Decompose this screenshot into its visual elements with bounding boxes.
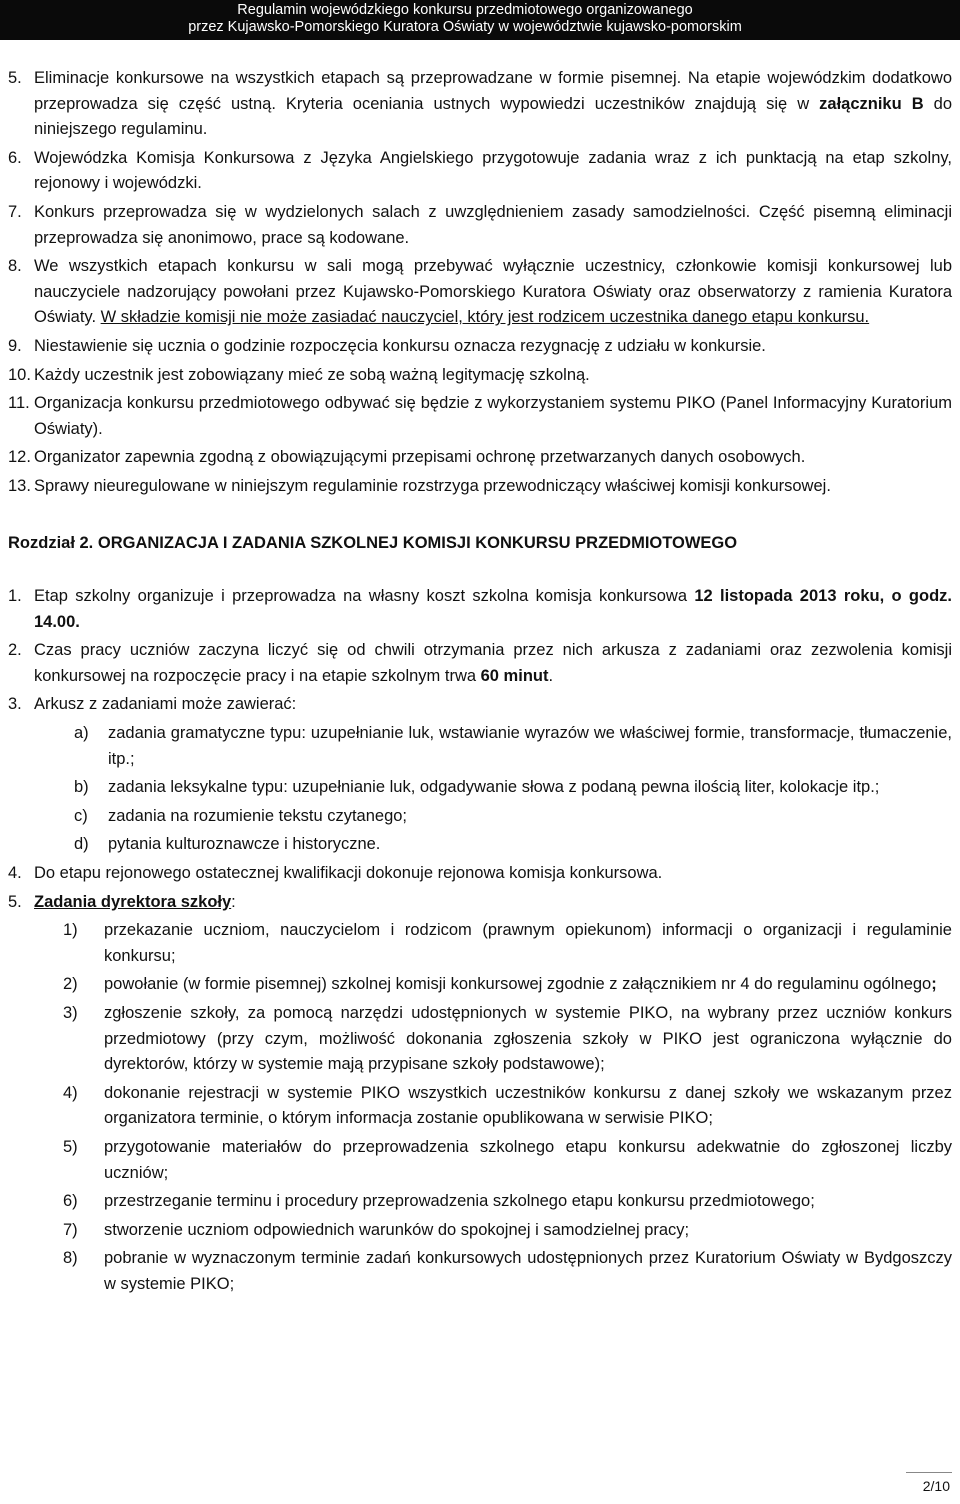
task-type-item (8, 775, 952, 801)
rule-item (8, 363, 952, 389)
item-number: 8) (63, 1249, 78, 1268)
duty-item (8, 1135, 952, 1186)
item-number: 1) (63, 921, 78, 940)
text-run: Eliminacje konkursowe na wszystkich etapach są przeprowadzane w formie pisemnej. Na etapie wojewódzkim dodatkowo przeprowadza się część ustną. Kryteria oceniania ustnych wypowiedzi uczestników znajdują się w (34, 69, 952, 113)
text-run: 12 listopada 2013 roku, o godz. 14.00. (34, 587, 952, 631)
task-type-item (8, 804, 952, 830)
text-run: W składzie komisji nie może zasiadać nauczyciel, który jest rodzicem uczestnika danego etapu konkursu. (100, 308, 870, 327)
item-number: 3) (63, 1004, 78, 1022)
chapter-2-list-continued (8, 861, 952, 915)
item-letter: d) (74, 835, 89, 854)
item-letter: c) (74, 806, 88, 825)
task-type-item (8, 721, 952, 772)
item-letter: b) (74, 778, 89, 797)
text-run: Wojewódzka Komisja Konkursowa z Języka Angielskiego przygotowuje zadania wraz z ich punktacją na etap szkolny, rejonowy i wojewódzki. (34, 148, 952, 193)
text-run: 60 minut (480, 666, 549, 685)
chapter-item (8, 890, 952, 916)
item-number: 5) (63, 1137, 78, 1156)
chapter-2-list (8, 584, 952, 718)
item-text: zadania leksykalne typu: uzupełnianie luk, odgadywanie słowa z podaną pewna ilością liter, kolokacje itp.; (108, 778, 880, 797)
item-number: 9. (8, 336, 22, 355)
rules-list (8, 66, 952, 500)
rule-item (8, 334, 952, 360)
item-number: 11. (8, 394, 30, 413)
item-number: 6) (63, 1192, 78, 1211)
text-run: We wszystkich etapach konkursu w sali mogą przebywać wyłącznie uczestnicy, członkowie komisji konkursowej lub nauczyciele nadzorujący powołani przez Kujawsko-Pomorskiego Kuratora Oświaty oraz obserwatorzy z ramienia Kuratora Oświaty. (34, 257, 952, 327)
header-line-2: przez Kujawsko-Pomorskiego Kuratora Oświaty w województwie kujawsko-pomorskim (188, 19, 742, 35)
task-type-item (8, 832, 952, 858)
rule-item (8, 254, 952, 331)
item-number: 5. (8, 892, 22, 911)
footer-rule (906, 1472, 952, 1473)
text-run: Organizator zapewnia zgodną z obowiązującymi przepisami ochronę przetwarzanych danych osobowych. (34, 448, 806, 467)
text-run: do niniejszego regulaminu. (34, 94, 952, 139)
item-number: 4) (63, 1083, 78, 1102)
text-run: stworzenie uczniom odpowiednich warunków do spokojnej i samodzielnej pracy; (104, 1220, 690, 1239)
task-types-list (8, 721, 952, 858)
chapter-item (8, 692, 952, 718)
item-number: 8. (8, 257, 22, 276)
item-number: 7. (8, 202, 22, 221)
duty-item (8, 1218, 952, 1244)
text-run: Konkurs przeprowadza się w wydzielonych salach z uwzględnieniem zasady samodzielności. Część pisemną eliminacji przeprowadza się anonimowo, prace są kodowane. (34, 202, 952, 247)
page-number: 2/10 (922, 1478, 950, 1494)
text-run: załączniku B (819, 94, 924, 113)
chapter-title: ORGANIZACJA I ZADANIA SZKOLNEJ KOMISJI KONKURSU PRZEDMIOTOWEGO (97, 533, 738, 552)
text-run: powołanie (w formie pisemnej) szkolnej komisji konkursowej zgodnie z załącznikiem nr 4 do regulaminu ogólnego (104, 975, 932, 994)
text-run: Zadania dyrektora szkoły (34, 892, 232, 911)
item-number: 6. (8, 148, 22, 167)
text-run: dokonanie rejestracji w systemie PIKO wszystkich uczestników konkursu z danej szkoły we wskazanym przez organizatora terminie, o którym informacja zostanie opublikowana w serwisie PIKO; (104, 1083, 952, 1128)
item-text: zadania gramatyczne typu: uzupełnianie luk, wstawianie wyrazów we właściwej formie, transformacje, tłumaczenie, itp.; (108, 724, 952, 768)
spacer (8, 503, 952, 531)
text-run: Etap szkolny organizuje i przeprowadza na własny koszt szkolna komisja konkursowa (34, 587, 695, 606)
rule-item (8, 445, 952, 471)
chapter-heading (8, 531, 952, 557)
director-duties-list (8, 918, 952, 1297)
item-number: 4. (8, 864, 22, 883)
item-number: 13. (8, 476, 31, 495)
item-letter: a) (74, 724, 89, 743)
text-run: Każdy uczestnik jest zobowiązany mieć ze sobą ważną legitymację szkolną. (34, 365, 590, 384)
item-number: 3. (8, 695, 22, 714)
text-run: : (231, 892, 236, 911)
item-number: 1. (8, 587, 22, 606)
text-run: przekazanie uczniom, nauczycielom i rodzicom (prawnym opiekunom) informacji o organizacji i regulaminie konkursu; (104, 921, 952, 965)
text-run: pobranie w wyznaczonym terminie zadań konkursowych udostępnionych przez Kuratorium Oświaty w Bydgoszczy w systemie PIKO; (104, 1249, 952, 1293)
text-run: przestrzeganie terminu i procedury przeprowadzenia szkolnego etapu konkursu przedmiotowego; (104, 1192, 815, 1211)
text-run: Arkusz z zadaniami może zawierać: (34, 695, 297, 714)
rule-item (8, 391, 952, 442)
rule-item (8, 200, 952, 251)
text-run: Organizacja konkursu przedmiotowego odbywać się będzie z wykorzystaniem systemu PIKO (Panel Informacyjny Kuratorium Oświaty). (34, 394, 952, 438)
item-number: 12. (8, 448, 31, 467)
item-number: 5. (8, 69, 22, 87)
item-number: 10. (8, 365, 31, 384)
rule-item (8, 146, 952, 197)
text-run: Sprawy nieuregulowane w niniejszym regulaminie rozstrzyga przewodniczący właściwej komisji konkursowej. (34, 476, 831, 495)
rule-item (8, 474, 952, 500)
item-text: pytania kulturoznawcze i historyczne. (108, 835, 381, 854)
text-run: ; (931, 975, 937, 994)
duty-item (8, 1189, 952, 1215)
item-text: zadania na rozumienie tekstu czytanego; (108, 806, 408, 825)
duty-item (8, 972, 952, 998)
spacer (8, 556, 952, 584)
duty-item (8, 1001, 952, 1078)
duty-item (8, 1081, 952, 1132)
header-line-1: Regulamin wojewódzkiego konkursu przedmiotowego organizowanego (237, 2, 693, 18)
duty-item (8, 1246, 952, 1297)
text-run: Czas pracy uczniów zaczyna liczyć się od chwili otrzymania przez nich arkusza z zadaniami oraz zezwolenia komisji konkursowej na rozpoczęcie pracy i na etapie szkolnym trwa (34, 641, 952, 685)
item-number: 7) (63, 1220, 78, 1239)
chapter-item (8, 584, 952, 635)
chapter-item (8, 638, 952, 689)
text-run: przygotowanie materiałów do przeprowadzenia szkolnego etapu konkursu adekwatnie do zgłoszonej liczby uczniów; (104, 1137, 952, 1182)
document-body (8, 66, 952, 1301)
chapter-label: Rozdział 2. (8, 533, 94, 552)
text-run: . (548, 666, 554, 685)
rule-item (8, 66, 952, 143)
chapter-item (8, 861, 952, 887)
text-run: zgłoszenie szkoły, za pomocą narzędzi udostępnionych w systemie PIKO, na wybrany przez uczniów konkurs przedmiotowy (przy czym, możliwość dokonania zgłoszenia szkoły w PIKO jest ograniczona wyłącznie do dyrektorów, którzy w systemie mają przypisane szkoły podstawowe); (104, 1004, 952, 1074)
item-number: 2. (8, 641, 22, 660)
item-number: 2) (63, 975, 78, 994)
document-header (0, 0, 960, 40)
text-run: Niestawienie się ucznia o godzinie rozpoczęcia konkursu oznacza rezygnację z udziału w konkursie. (34, 336, 766, 355)
text-run: Do etapu rejonowego ostatecznej kwalifikacji dokonuje rejonowa komisja konkursowa. (34, 864, 663, 883)
duty-item (8, 918, 952, 969)
